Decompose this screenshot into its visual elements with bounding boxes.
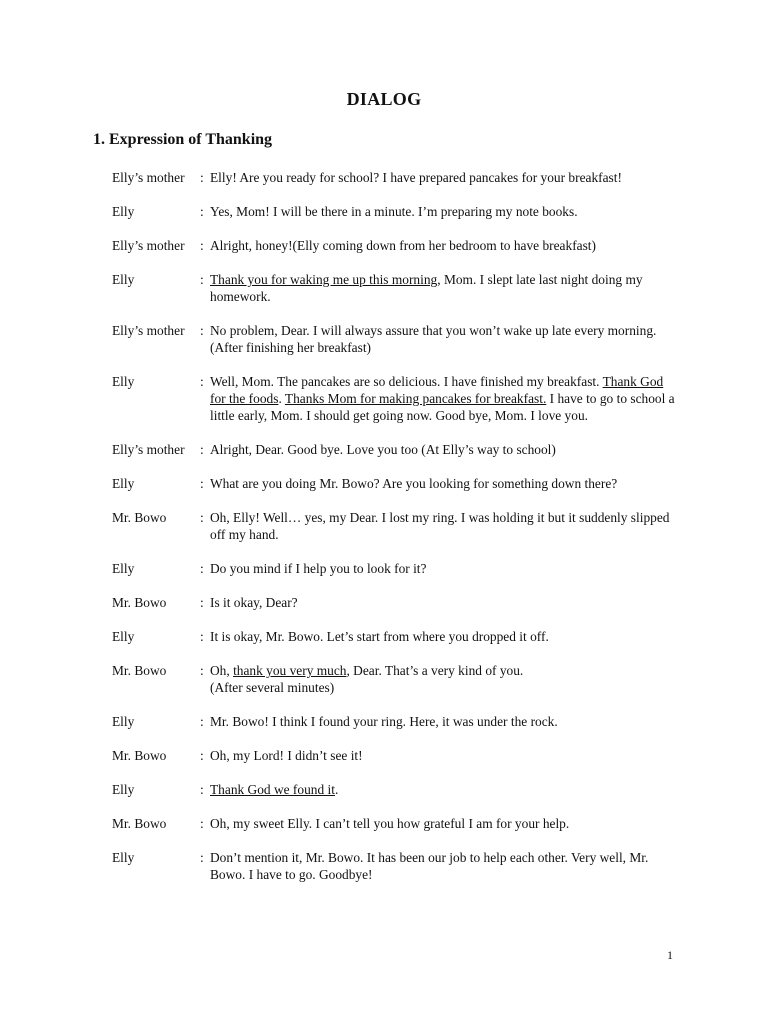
speaker-colon: :: [200, 510, 204, 525]
speaker-name: Mr. Bowo: [112, 748, 167, 763]
dialog-text: , Mom. I slept late last night doing my homework.: [210, 272, 643, 304]
speaker-colon: :: [200, 476, 204, 491]
speaker-name: Mr. Bowo: [112, 663, 167, 678]
speaker-colon: :: [200, 323, 204, 338]
dialog-row: [112, 713, 692, 730]
dialog-line: [210, 271, 680, 305]
speaker-name: Elly: [112, 561, 135, 576]
dialog-line: [210, 373, 680, 424]
dialog-line: [210, 322, 680, 356]
speaker-name: Mr. Bowo: [112, 595, 167, 610]
speaker-name: Elly: [112, 714, 135, 729]
speaker-name: Elly: [112, 629, 135, 644]
dialog-row: [112, 628, 692, 645]
speaker-name: Mr. Bowo: [112, 510, 167, 525]
dialog-text: Elly! Are you ready for school? I have prepared pancakes for your breakfast!: [210, 170, 622, 185]
speaker-name: Elly: [112, 204, 135, 219]
dialog-list: [112, 169, 692, 900]
dialog-text: (After several minutes): [210, 680, 335, 695]
speaker-colon: :: [200, 595, 204, 610]
dialog-text: Alright, honey!(Elly coming down from her bedroom to have breakfast): [210, 238, 596, 253]
speaker-name: Elly’s mother: [112, 442, 185, 457]
dialog-text: What are you doing Mr. Bowo? Are you looking for something down there?: [210, 476, 618, 491]
speaker-name: Elly: [112, 476, 135, 491]
underlined-thanking-phrase: Thanks Mom for making pancakes for breakfast.: [284, 391, 547, 406]
dialog-text: Oh, my Lord! I didn’t see it!: [210, 748, 363, 763]
dialog-text: Do you mind if I help you to look for it?: [210, 561, 427, 576]
dialog-row: [112, 441, 692, 458]
dialog-text: Well, Mom. The pancakes are so delicious. I have finished my breakfast.: [210, 374, 603, 389]
speaker-name: Elly: [112, 272, 135, 287]
dialog-text: It is okay, Mr. Bowo. Let’s start from where you dropped it off.: [210, 629, 549, 644]
dialog-line: [210, 509, 680, 543]
speaker-colon: :: [200, 442, 204, 457]
speaker-colon: :: [200, 782, 204, 797]
dialog-line: [210, 849, 680, 883]
dialog-row: [112, 475, 692, 492]
dialog-line: [210, 781, 680, 798]
dialog-text: No problem, Dear. I will always assure that you won’t wake up late every morning.(After finishing her breakfast): [210, 323, 657, 355]
dialog-row: [112, 203, 692, 220]
speaker-name: Elly: [112, 374, 135, 389]
speaker-colon: :: [200, 374, 204, 389]
underlined-thanking-phrase: Thank you for waking me up this morning: [210, 272, 438, 287]
speaker-colon: :: [200, 238, 204, 253]
dialog-row: [112, 849, 692, 883]
speaker-colon: :: [200, 816, 204, 831]
dialog-text: Oh,: [210, 663, 234, 678]
speaker-colon: :: [200, 714, 204, 729]
dialog-row: [112, 594, 692, 611]
dialog-line: [210, 475, 680, 492]
dialog-text: I have to go to school a little early, Mom. I should get going now. Good bye, Mom. I love you.: [210, 391, 675, 423]
underlined-thanking-phrase: Thank God for the foods: [210, 374, 664, 406]
speaker-colon: :: [200, 748, 204, 763]
dialog-line: [210, 747, 680, 764]
dialog-text: Alright, Dear. Good bye. Love you too (At Elly’s way to school): [210, 442, 556, 457]
dialog-line: [210, 662, 680, 696]
speaker-name: Mr. Bowo: [112, 816, 167, 831]
dialog-line: [210, 713, 680, 730]
dialog-line: [210, 628, 680, 645]
dialog-line: [210, 169, 680, 186]
dialog-line: [210, 203, 680, 220]
speaker-name: Elly’s mother: [112, 170, 185, 185]
speaker-colon: :: [200, 561, 204, 576]
page-number: 1: [667, 948, 673, 962]
dialog-row: [112, 237, 692, 254]
speaker-colon: :: [200, 272, 204, 287]
speaker-name: Elly: [112, 782, 135, 797]
speaker-name: Elly: [112, 850, 135, 865]
dialog-line: [210, 560, 680, 577]
dialog-line: [210, 441, 680, 458]
dialog-row: [112, 747, 692, 764]
underlined-thanking-phrase: Thank God we found it: [210, 782, 335, 797]
dialog-text: Oh, my sweet Elly. I can’t tell you how grateful I am for your help.: [210, 816, 570, 831]
dialog-text: .: [278, 391, 285, 406]
dialog-text: Is it okay, Dear?: [210, 595, 298, 610]
dialog-row: [112, 373, 692, 424]
speaker-colon: :: [200, 629, 204, 644]
speaker-name: Elly’s mother: [112, 238, 185, 253]
dialog-text: Yes, Mom! I will be there in a minute. I’m preparing my note books.: [210, 204, 578, 219]
dialog-row: [112, 815, 692, 832]
section-heading: 1. Expression of Thanking: [93, 131, 273, 148]
dialog-text: Mr. Bowo! I think I found your ring. Here, it was under the rock.: [210, 714, 558, 729]
speaker-colon: :: [200, 204, 204, 219]
dialog-row: [112, 271, 692, 305]
speaker-colon: :: [200, 170, 204, 185]
speaker-name: Elly’s mother: [112, 323, 185, 338]
dialog-line: [210, 594, 680, 611]
dialog-row: [112, 662, 692, 696]
dialog-text: Oh, Elly! Well… yes, my Dear. I lost my ring. I was holding it but it suddenly slipped off my hand.: [210, 510, 670, 542]
dialog-row: [112, 322, 692, 356]
dialog-row: [112, 509, 692, 543]
page-title: DIALOG: [346, 89, 422, 109]
speaker-colon: :: [200, 850, 204, 865]
dialog-row: [112, 781, 692, 798]
dialog-row: [112, 169, 692, 186]
dialog-line: [210, 815, 680, 832]
dialog-text: .: [334, 782, 339, 797]
speaker-colon: :: [200, 663, 204, 678]
dialog-text: , Dear. That’s a very kind of you.: [346, 663, 524, 678]
dialog-text: Don’t mention it, Mr. Bowo. It has been our job to help each other. Very well, Mr. Bowo. I have to go. Goodbye!: [210, 850, 649, 882]
dialog-row: [112, 560, 692, 577]
dialog-line: [210, 237, 680, 254]
underlined-thanking-phrase: thank you very much: [233, 663, 347, 678]
